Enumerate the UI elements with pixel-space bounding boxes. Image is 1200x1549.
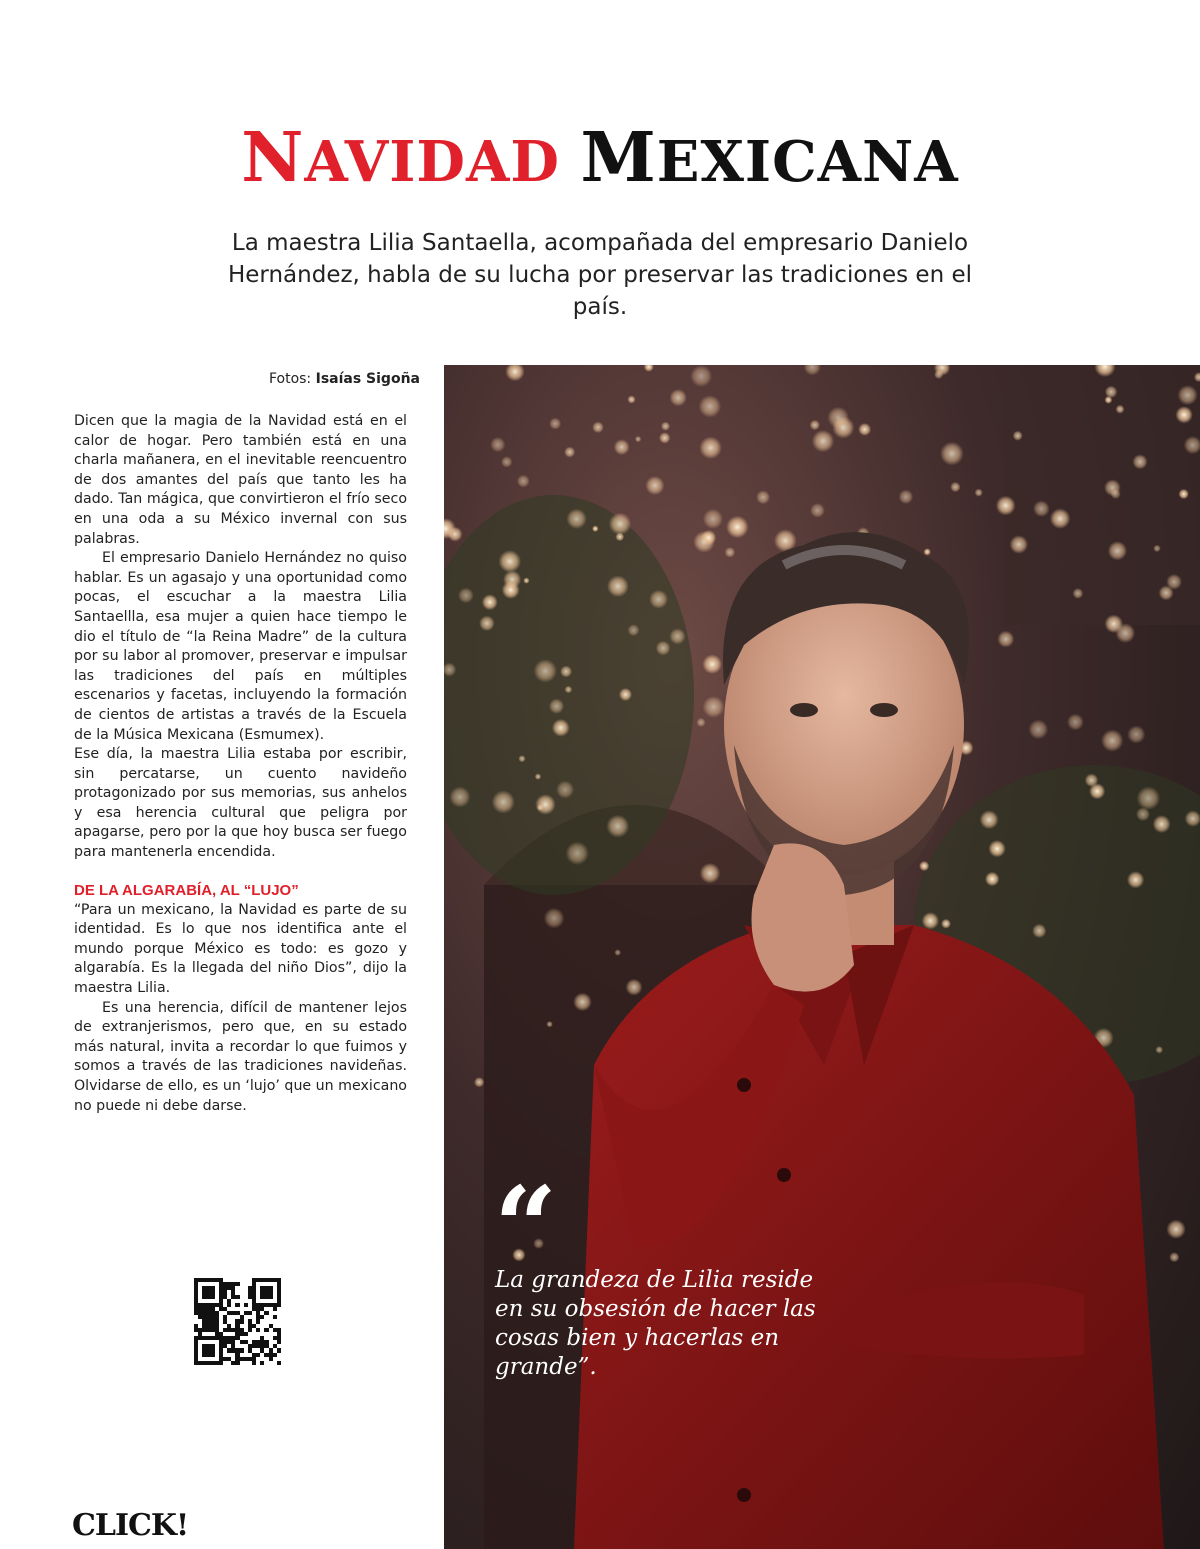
bokeh-light — [614, 949, 621, 956]
bokeh-light — [1105, 396, 1113, 404]
photo-credit-name: Isaías Sigoña — [315, 371, 420, 387]
title-word-mexicana: MEXICANA — [580, 118, 959, 198]
bokeh-light — [1033, 500, 1050, 517]
bokeh-light — [479, 616, 495, 632]
bokeh-light — [552, 719, 570, 737]
qr-module — [277, 1361, 281, 1365]
bokeh-light — [592, 526, 598, 532]
bokeh-light — [492, 790, 515, 813]
bokeh-light — [1178, 385, 1198, 405]
bokeh-light — [607, 575, 629, 597]
paragraph-1: Dicen que la magia de la Navidad está en el calor de hogar. Pero también está en una charla mañanera, en el inevitable reencuentro de dos amantes del país que tanto les ha dado. Tan mágica, que convirtieron el frío seco en una oda a su México invernal con sus palabras. — [74, 413, 407, 547]
bokeh-light — [1010, 535, 1029, 554]
bokeh-light — [726, 516, 749, 539]
bokeh-light — [1132, 454, 1147, 469]
bokeh-light — [449, 786, 470, 807]
bokeh-light — [985, 872, 1000, 887]
article-body — [74, 412, 407, 1116]
bokeh-light — [980, 810, 999, 829]
bokeh-light — [1110, 489, 1120, 499]
bokeh-light — [614, 439, 630, 455]
bokeh-light — [549, 418, 561, 430]
bokeh-light — [804, 365, 821, 376]
bokeh-light — [619, 688, 632, 701]
bokeh-light — [644, 365, 654, 372]
title-word-navidad: NAVIDAD — [241, 118, 560, 198]
bokeh-light — [1032, 924, 1046, 938]
bokeh-light — [564, 447, 575, 458]
bokeh-light — [756, 490, 770, 504]
bokeh-light — [523, 578, 529, 584]
bokeh-light — [988, 840, 1005, 857]
bokeh-light — [1127, 871, 1144, 888]
bokeh-light — [997, 631, 1014, 648]
bokeh-light — [669, 628, 685, 644]
bokeh-light — [1013, 431, 1023, 441]
bokeh-light — [628, 624, 640, 636]
bokeh-light — [924, 548, 931, 555]
bokeh-light — [645, 476, 664, 495]
bokeh-light — [1179, 489, 1189, 499]
bokeh-light — [1153, 545, 1160, 552]
section-heading: DE LA ALGARABÍA, AL “LUJO” — [74, 881, 299, 899]
bokeh-light — [696, 718, 705, 727]
bokeh-light — [635, 436, 641, 442]
bokeh-light — [690, 365, 712, 387]
bokeh-light — [701, 530, 716, 545]
bokeh-light — [592, 422, 604, 434]
bokeh-light — [661, 422, 670, 431]
bokeh-light — [940, 442, 964, 466]
bokeh-light — [919, 861, 929, 871]
article-subtitle: La maestra Lilia Santaella, acompañada del empresario Danielo Hernández, habla de su lucha por preservar las tradiciones en el país. — [227, 230, 973, 320]
qr-code-icon[interactable] — [194, 1278, 281, 1365]
bokeh-light — [810, 420, 820, 430]
bokeh-light — [1108, 541, 1127, 560]
bokeh-light — [535, 794, 556, 815]
bokeh-light — [922, 912, 939, 929]
bokeh-light — [1089, 783, 1105, 799]
bokeh-light — [1166, 574, 1182, 590]
bokeh-light — [534, 659, 557, 682]
bokeh-light — [1116, 405, 1125, 414]
bokeh-light — [725, 547, 736, 558]
bokeh-light — [1166, 1220, 1185, 1239]
bokeh-light — [501, 456, 512, 467]
bokeh-light — [649, 590, 668, 609]
bokeh-light — [656, 641, 671, 656]
bokeh-light — [535, 773, 541, 779]
bokeh-light — [858, 423, 871, 436]
bokeh-light — [499, 550, 522, 573]
bokeh-light — [810, 503, 825, 518]
bokeh-light — [566, 509, 586, 529]
bokeh-light — [1105, 386, 1118, 399]
pull-quote: La grandeza de Lilia reside en su obsesión de hacer las cosas bien y hacerlas en grande”. — [495, 1267, 816, 1380]
bokeh-light — [899, 490, 914, 505]
paragraph-3: Ese día, la maestra Lilia estaba por escribir, sin percatarse, un cuento navideño protagonizado por sus memorias, sus anhelos y esa herencia cultural que peligra por apagarse, pero por la que hoy busca ser fuego para mantenerla encendida. — [74, 746, 407, 861]
paragraph-4: “Para un mexicano, la Navidad es parte de su identidad. Es lo que nos identifica ante el mundo porque México es todo: es gozo y algarabía. Es la llegada del niño Dios”, dijo la maestra Lilia. — [74, 901, 407, 997]
photo-credit-label: Fotos: — [268, 371, 312, 387]
bokeh-light — [700, 863, 721, 884]
bokeh-light — [827, 407, 849, 429]
bokeh-light — [702, 654, 722, 674]
paragraph-2: El empresario Danielo Hernández no quiso hablar. Es un agasajo y una oportunidad como pocas, el escuchar a la maestra Lilia Santaellla, esa mujer a quien hace tiempo le dio el título de “la Reina Madre” de la cultura por su labor al promover, preservar e impulsar las tradiciones del país en múltiples escenarios y facetas, incluyendo la formación de cientos de artistas a través de la Escuela de la Música Mexicana (Esmumex). — [74, 550, 407, 743]
bokeh-light — [1175, 406, 1192, 423]
article-title — [0, 118, 1200, 202]
bokeh-light — [490, 437, 505, 452]
bokeh-light — [1137, 786, 1161, 810]
bokeh-light — [566, 842, 589, 865]
bokeh-light — [703, 509, 723, 529]
bokeh-light — [546, 1021, 552, 1027]
bokeh-light — [812, 430, 834, 452]
bokeh-light — [502, 581, 520, 599]
bokeh-light — [670, 389, 687, 406]
paragraph-5: Es una herencia, difícil de mantener lejos de extranjerismos, pero que, en su estado más natural, invita a recordar lo que fuimos y somos a través de las tradiciones navideñas. Olvidarse de ello, es un ‘lujo’ que un mexicano no puede ni debe darse. — [74, 999, 407, 1114]
bokeh-light — [627, 395, 635, 403]
bokeh-light — [1028, 720, 1048, 740]
bokeh-light — [950, 482, 960, 492]
bokeh-light — [1153, 815, 1171, 833]
bokeh-light — [1067, 714, 1084, 731]
bokeh-light — [659, 432, 670, 443]
bokeh-light — [556, 781, 574, 799]
bokeh-light — [1155, 1046, 1163, 1054]
bokeh-light — [517, 475, 530, 488]
bokeh-light — [703, 696, 725, 718]
quote-mark: “ — [494, 1162, 558, 1291]
bokeh-light — [996, 496, 1016, 516]
bokeh-light — [1073, 588, 1084, 599]
bokeh-light — [458, 588, 474, 604]
bokeh-light — [1169, 1252, 1179, 1262]
bokeh-light — [1127, 725, 1145, 743]
bokeh-light — [699, 395, 722, 418]
bokeh-light — [505, 365, 524, 381]
bokeh-light — [609, 513, 631, 535]
photo-credit — [74, 371, 420, 387]
bokeh-light — [975, 489, 983, 497]
bokeh-light — [626, 979, 643, 996]
bokeh-light — [1101, 729, 1123, 751]
bokeh-light — [1115, 623, 1135, 643]
bokeh-light — [518, 755, 525, 762]
bokeh-light — [941, 919, 951, 929]
bokeh-light — [606, 815, 629, 838]
bokeh-light — [549, 699, 564, 714]
bokeh-light — [482, 594, 498, 610]
bokeh-light — [699, 437, 722, 460]
bokeh-light — [1050, 508, 1071, 529]
bokeh-light — [573, 993, 592, 1012]
bokeh-light — [544, 908, 565, 929]
bokeh-light — [565, 686, 573, 694]
click-logo: CLICK! — [72, 1508, 189, 1543]
bokeh-light — [560, 666, 572, 678]
bokeh-light — [474, 1077, 484, 1087]
